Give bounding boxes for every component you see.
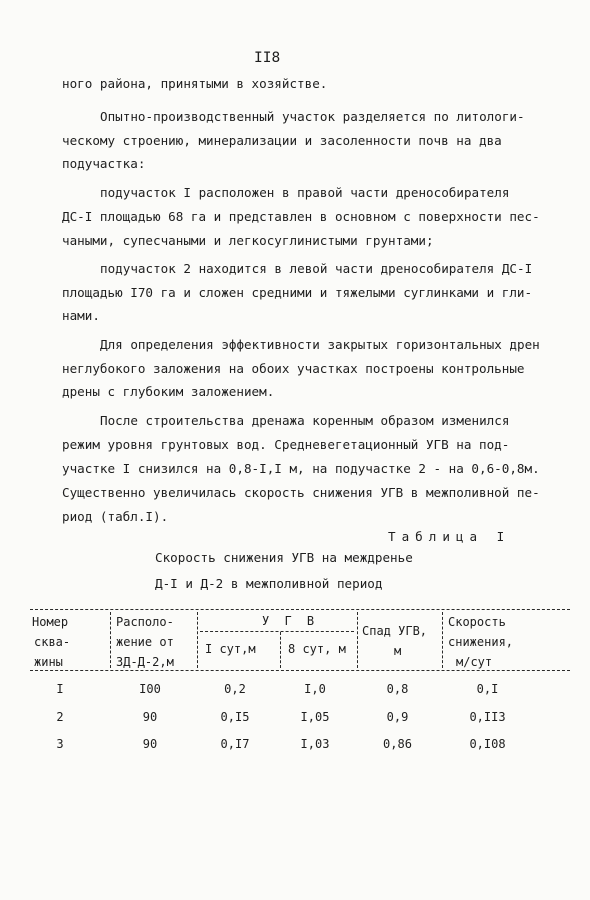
table-cell: I (56, 682, 64, 696)
header-cell: Располо- (116, 615, 174, 629)
header-cell: Номер (32, 615, 69, 629)
page-number: II8 (254, 50, 281, 66)
header-cell: жение от (116, 635, 174, 649)
table-cell: 0,II3 (469, 710, 506, 724)
column-separator (280, 632, 281, 668)
text-line: риод (табл.I). (62, 509, 169, 524)
table-cell: 0,I08 (469, 737, 506, 751)
text-line: ДС-I площадью 68 га и представлен в основном с поверхности пес- (62, 209, 540, 224)
table-cell: 90 (142, 737, 158, 751)
text-line: подучасток 2 находится в левой части дренособирателя ДС-I (100, 261, 533, 276)
table-cell: 0,I (476, 682, 499, 696)
table-cell: I,03 (300, 737, 330, 751)
table-cell: 0,2 (224, 682, 246, 696)
header-cell: ЗД-Д-2,м (116, 655, 174, 669)
header-cell: Спад УГВ, (362, 624, 428, 638)
table-header-rule (30, 670, 570, 671)
text-line: нами. (62, 308, 100, 323)
table-caption: Скорость снижения УГВ на междренье (155, 550, 413, 565)
header-cell: снижения, (448, 635, 514, 649)
header-cell: м (394, 644, 402, 658)
table-cell: 3 (56, 737, 64, 751)
table-caption: Д-I и Д-2 в межполивной период (155, 576, 383, 591)
text-line: участке I снизился на 0,8-I,I м, на подучастке 2 - на 0,6-0,8м. (62, 461, 540, 476)
text-line: ческому строению, минерализации и засоленности почв на два (62, 133, 502, 148)
table-label: Таблица I (388, 529, 511, 544)
table-cell: 0,86 (383, 737, 412, 751)
column-separator (442, 612, 443, 668)
table-cell: I,05 (300, 710, 330, 724)
text-line: дрены с глубоким заложением. (62, 384, 275, 399)
column-separator (357, 612, 358, 668)
text-line: подучастка: (62, 156, 146, 171)
header-cell: Скорость (448, 615, 506, 629)
table-cell: I,0 (304, 682, 326, 696)
table-cell: 90 (142, 710, 158, 724)
text-line: режим уровня грунтовых вод. Средневегетационный УГВ на под- (62, 437, 510, 452)
header-cell: жины (34, 655, 63, 669)
table-cell: 0,9 (386, 710, 409, 724)
text-line: Существенно увеличилась скорость снижения УГВ в межполивной пе- (62, 485, 540, 500)
table-top-rule (30, 609, 570, 610)
column-separator (197, 612, 198, 668)
text-line: После строительства дренажа коренным образом изменился (100, 413, 510, 428)
text-line: Опытно-производственный участок разделяется по литологи- (100, 109, 525, 124)
table-cell: 0,8 (386, 682, 409, 696)
table-cell: I00 (139, 682, 161, 696)
text-line: Для определения эффективности закрытых горизонтальных дрен (100, 337, 540, 352)
header-cell: 8 сут, м (288, 642, 346, 656)
text-line: подучасток I расположен в правой части дренособирателя (100, 185, 510, 200)
text-line: ного района, принятыми в хозяйстве. (62, 76, 328, 91)
text-line: неглубокого заложения на обоих участках построены контрольные (62, 361, 525, 376)
header-cell: сква- (34, 635, 71, 649)
header-cell: I сут,м (205, 642, 256, 656)
table-cell: 2 (56, 710, 64, 724)
header-cell: У Г В (262, 614, 319, 628)
table-cell: 0,I7 (220, 737, 250, 751)
table-cell: 0,I5 (220, 710, 250, 724)
text-line: площадью I70 га и сложен средними и тяжелыми суглинками и гли- (62, 285, 533, 300)
column-separator (110, 612, 111, 668)
header-cell: м/сут (456, 655, 493, 669)
text-line: чаными, супесчаными и легкосуглинистыми грунтами; (62, 233, 434, 248)
ugv-underline (200, 631, 354, 632)
